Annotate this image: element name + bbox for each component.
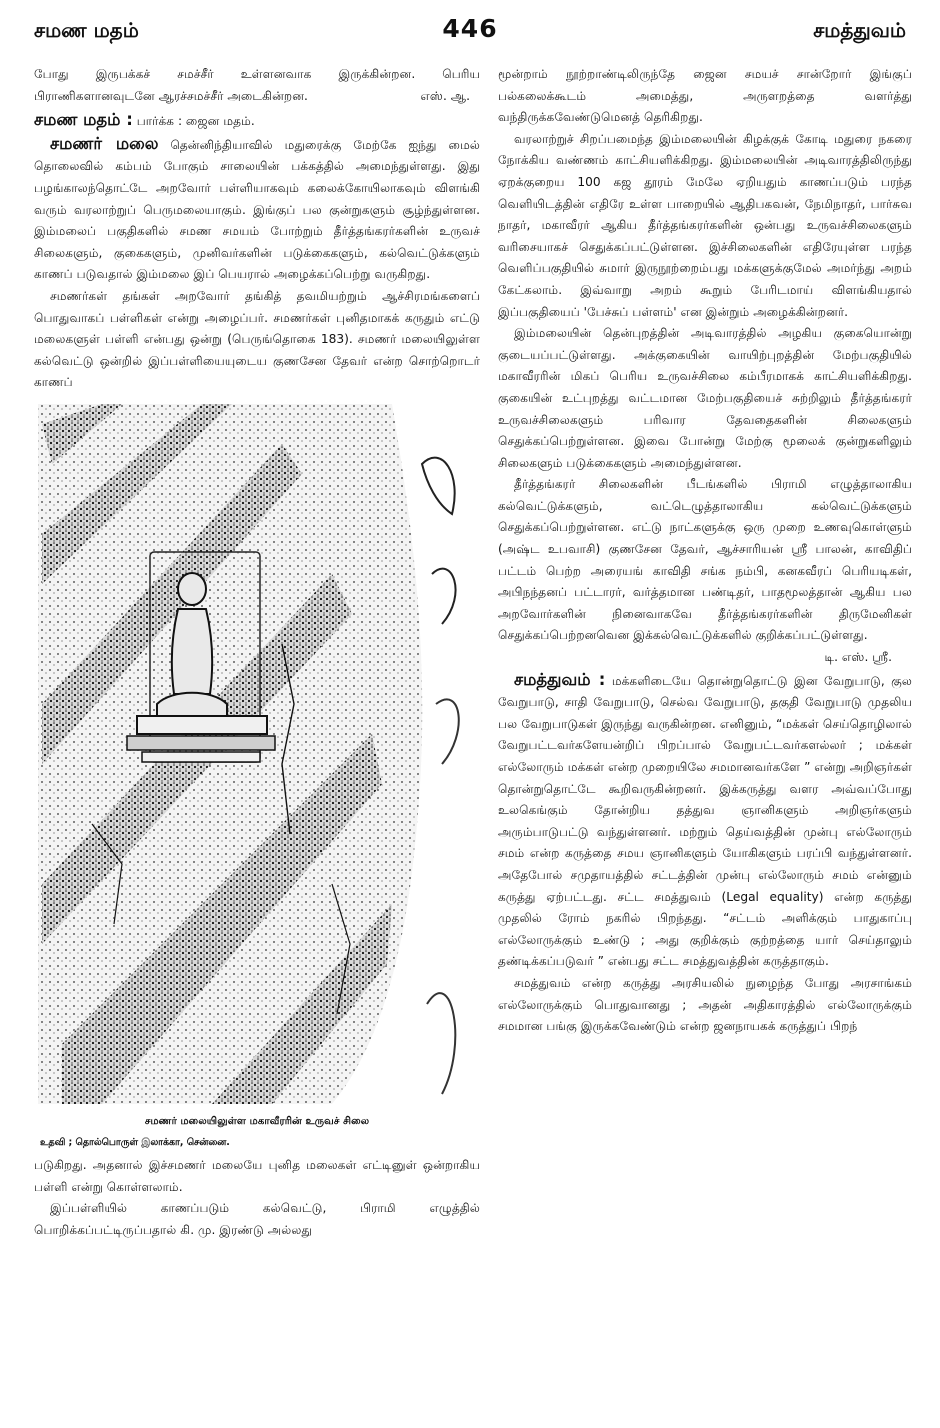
rock-relief-photo bbox=[34, 404, 472, 1104]
entry-heading: சமத்துவம் : bbox=[514, 669, 606, 689]
paragraph-text: தென்னிந்தியாவில் மதுரைக்கு மேற்கே ஐந்து மைல் தொலைவில் கம்பம் போகும் சாலையின் பக்கத்தில் அமைந்துள்ளது. இது பழங்காலந்தொட்டே அறவோர் பள்ளியாகவும் கலைக்கோயிலாகவும் விளங்கி வரும் வரலாற்றுப் பெருமலையாகும். இங்குப் பல குன்றுகளும் சூழ்ந்துள்ளன. இம்மலைப் பகுதிகளில் சமண சமயம் போற்றும் தீர்த்தங்கரர்களின் உருவச் சிலைகளும், குகைகளும், முனிவர்களின் படுக்கைகளும், கல்வெட்டுக்களும் காணப் படுவதால் இம்மலை இப் பெயரால் அழைக்கப்பெற்று வருகிறது. bbox=[34, 137, 480, 282]
paragraph bbox=[498, 129, 912, 323]
paragraph bbox=[498, 64, 912, 129]
running-head-right: சமத்துவம் bbox=[813, 18, 906, 42]
right-column bbox=[498, 64, 912, 1424]
paragraph-text: சமத்துவம் என்ற கருத்து அரசியலில் நுழைந்த போது அரசாங்கம் எல்லோருக்கும் பொதுவானது ; அதன் அதிகாரத்தில் எல்லோருக்கும் சமமான பங்கு இருக்கவேண்டும் என்ற ஜனநாயகக் கருத்துப் பிறந் bbox=[498, 975, 912, 1034]
figure-credit: உதவி ; தொல்பொருள் இலாக்கா, சென்னை. bbox=[40, 1136, 230, 1148]
entry-samanar-malai bbox=[34, 133, 480, 286]
paragraph-text: சமணர்கள் தங்கள் அறவோர் தங்கித் தவமியற்றும் ஆச்சிரமங்களைப் பொதுவாகப் பள்ளிகள் என்று அழைப்பர். சமணர்கள் புனிதமாகக் கருதும் எட்டு மலைகளுள் பள்ளி என்பது ஒன்று (பெருங்தொகை 183). சமணர் மலையிலுள்ள கல்வெட்டு ஒன்றில் இப்பள்ளியையுடைய குணசேன தேவர் என்ற சொற்றொடர் காணப் bbox=[34, 288, 480, 390]
paragraph bbox=[498, 474, 912, 668]
paragraph bbox=[34, 286, 480, 394]
paragraph-text: மூன்றாம் நூற்றாண்டிலிருந்தே ஜைன சமயச் சான்றோர் இங்குப் பல்கலைக்கூடம் அமைத்து, அருளறத்தை வளர்த்து வந்திருக்கவேண்டுமெனத் தெரிகிறது. bbox=[498, 67, 912, 125]
paragraph-text: படுகிறது. அதனால் இச்சமணர் மலையே புனித மலைகள் எட்டினுள் ஒன்றாகிய பள்ளி என்று கொள்ளலாம். bbox=[34, 1157, 480, 1194]
paragraph-text: போது இருபக்கச் சமச்சீர் உள்ளனவாக இருக்கின்றன. பெரிய பிராணிகளானவுடனே ஆரச்சமச்சீர் அடைகின்றன. bbox=[34, 67, 480, 103]
figure-caption: சமணர் மலையிலுள்ள மகாவீரரின் உருவச் சிலை bbox=[144, 1115, 370, 1127]
entry-heading: சமண மதம் : bbox=[34, 110, 133, 130]
paragraph bbox=[34, 1155, 480, 1198]
entry-samathuvam bbox=[498, 669, 912, 973]
page-number: 446 bbox=[442, 14, 498, 43]
cross-reference: பார்க்க : ஜைன மதம். bbox=[136, 114, 255, 129]
author-signature: எஸ். ஆ. bbox=[420, 88, 470, 103]
entry-saman-matham bbox=[34, 109, 480, 133]
paragraph-text: வரலாற்றுச் சிறப்பமைந்த இம்மலையின் கிழக்குக் கோடி மதுரை நகரை நோக்கிய வண்ணம் காட்சியளிக்கிறது. இம்மலையின் அடிவாரத்திலிருந்து ஏறக்குறைய 100 கஜ தூரம் மேலே ஏறியதும் காணப்படும் பரந்த வெளியிடத்தின் எதிரே உள்ள பாறையில் ஆதிபகவன், நேமிநாதர், பார்சுவ நாதர், மகாவீரர் ஆகிய தீர்த்தங்கரர்களின் ஒன்பது உருவச்சிலைகளும் வரிசையாகச் செதுக்கப்பட்டுள்ளன. இச்சிலைகளின் எதிரேயுள்ள பரந்த வெளிப்பகுதியில் சுமார் இருநூற்றைம்பது மக்களுக்குமேல் அமர்ந்து அறம் கேட்கலாம். இவ்வாறு அறம் கூறும் பேரிடமாய் விளங்கியதால் இப்பகுதியைப் 'பேச்சுப் பள்ளம்' என இன்றும் அழைக்கின்றனர். bbox=[498, 131, 912, 319]
author-signature: டி. எஸ். ஸ்ரீ. bbox=[824, 650, 892, 665]
figure-mahavira-relief bbox=[34, 404, 472, 1104]
paragraph-text: இம்மலையின் தென்புறத்தின் அடிவாரத்தில் அழகிய குகையொன்று குடையப்பட்டுள்ளது. அக்குகையின் வாயிற்புறத்தின் மேற்பகுதியில் மகாவீரரின் மிகப் பெரிய உருவச்சிலை கம்பீரமாகக் காட்சியளிக்கிறது. குகையின் உட்புறத்து வட்டமான மேற்பகுதியைச் சுற்றிலும் தீர்த்தங்கரர் உருவச்சிலைகளும் பரிவார தேவதைகளின் சிலைகளும் செதுக்கப்பெற்றுள்ளன. இவை போன்று மேற்கு மூலைக் குன்றுகளிலும் சிலைகளும் படுக்கைகளும் அமைந்துள்ளன. bbox=[498, 326, 912, 470]
paragraph-text: மக்களிடையே தொன்றுதொட்டு இன வேறுபாடு, குல வேறுபாடு, சாதி வேறுபாடு, செல்வ வேறுபாடு, தகுதி வேறுபாடு முதலிய பல வேறுபாடுகள் இருந்து வருகின்றன. எனினும், “மக்கள் செய்தொழிலால் வேறுபட்டவர்களேயன்றிப் பிறப்பால் வேறுபட்டவர்களல்லர் ; மக்கள் எல்லோரும் மக்கள் என்ற முறையிலே சமமானவர்களே ” என்று அறிஞர்கள் தொன்றுதொட்டே கூறிவருகின்றனர். இக்கருத்து வளர அவ்வப்போது உலகெங்கும் தோன்றிய தத்துவ ஞானிகளும் அறிஞர்களும் அரும்பாடுபட்டு வந்துள்ளனர். மற்றும் தெய்வத்தின் முன்பு எல்லோரும் சமம் என்ற கருத்தை சமய ஞானிகளும் யோகிகளும் பரப்பி வந்துள்ளனர். அதேபோல் சமுதாயத்தில் சட்டத்தின் முன்பு எல்லோரும் சமம் என்னும் கருத்து ஏற்பட்டது. சட்ட சமத்துவம் (Legal equality) என்ற கருத்து முதலில் ரோம் நகரில் பிறந்தது. “சட்டம் அளிக்கும் பாதுகாப்பு எல்லோருக்கும் உண்டு ; அது குறிக்கும் குற்றத்தை யார் செய்தாலும் தண்டிக்கப்படுவர் ” என்பது சட்ட சமத்துவத்தின் கருத்தாகும். bbox=[498, 673, 912, 969]
paragraph bbox=[498, 323, 912, 474]
entry-heading: சமணர் மலை bbox=[50, 133, 159, 153]
paragraph bbox=[34, 1198, 480, 1241]
paragraph-text: இப்பள்ளியில் காணப்படும் கல்வெட்டு, பிராமி எழுத்தில் பொறிக்கப்பட்டிருப்பதால் கி. மு. இரண்டு அல்லது bbox=[34, 1201, 480, 1237]
running-head-left: சமண மதம் bbox=[34, 18, 139, 42]
paragraph-text: தீர்த்தங்கரர் சிலைகளின் பீடங்களில் பிராமி எழுத்தாலாகிய கல்வெட்டுக்களும், வட்டெழுத்தாலாகிய கல்வெட்டுக்களும் செதுக்கப்பெற்றுள்ளன. எட்டு நாட்களுக்கு ஒரு முறை உணவுகொள்ளும் (அஷ்ட உபவாசி) குணசேன தேவர், ஆச்சாரியன் ஸ்ரீ பாலன், காவிதிப் பட்டம் பெற்ற அரையங் காவிதி சங்க நம்பி, கனகவீரப் பெரியடிகள், அபிநந்தனப் பட்டாரர், வர்த்தமான பண்டிதர், பாதமூலத்தான் ஆகிய பல அறவோர்களின் நினைவாகவே தீர்த்தங்கரர்களின் திருமேனிகள் செதுக்கப்பெற்றனவென இக்கல்வெட்டுக்களில் குறிக்கப்பட்டுள்ளது. bbox=[498, 477, 912, 643]
left-column bbox=[34, 64, 480, 1424]
paragraph-continuation bbox=[34, 64, 480, 107]
paragraph bbox=[498, 973, 912, 1038]
